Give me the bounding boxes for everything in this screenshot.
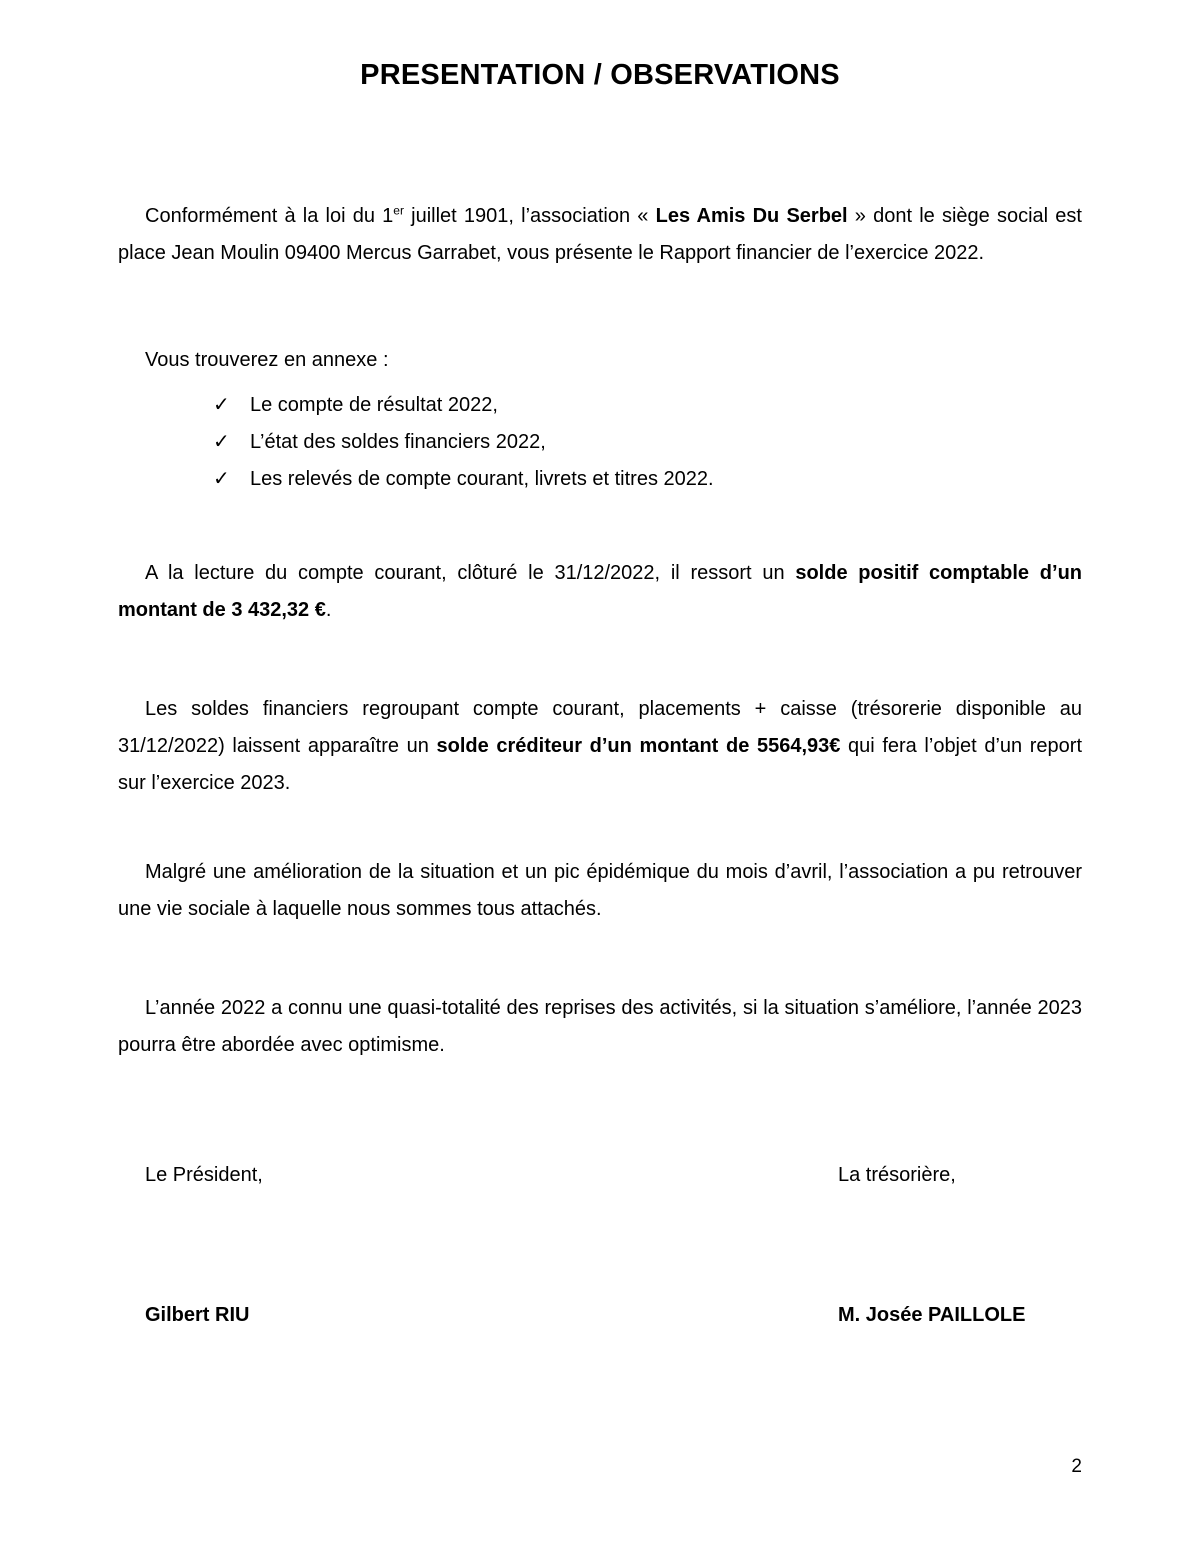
- treasurer-role-label: La trésorière,: [838, 1164, 956, 1186]
- list-item: [118, 387, 1082, 424]
- list-item: [118, 461, 1082, 498]
- checkmark-icon: ✓: [213, 468, 230, 490]
- checkmark-icon: ✓: [213, 394, 230, 416]
- page-title: PRESENTATION / OBSERVATIONS: [360, 59, 840, 91]
- treasurer-name: M. Josée PAILLOLE: [838, 1304, 1026, 1326]
- list-item-label: L’état des soldes financiers 2022,: [250, 431, 546, 453]
- signature-names-row: [118, 1297, 1082, 1334]
- paragraph-soldes-financiers: Les soldes financiers regroupant compte courant, placements + caisse (trésorerie disponible au 31/12/2022) laissent apparaître un solde créditeur d’un montant de 5564,93€ qui fera l’objet d’un report sur l’exercice 2023.: [118, 698, 1083, 794]
- list-item-label: Les relevés de compte courant, livrets et titres 2022.: [250, 468, 714, 490]
- list-item-label: Le compte de résultat 2022,: [250, 394, 498, 416]
- paragraph-compte-courant: A la lecture du compte courant, clôturé le 31/12/2022, il ressort un solde positif comptable d’un montant de 3 432,32 €.: [118, 562, 1083, 621]
- signature-roles-row: [118, 1157, 1082, 1194]
- list-item: [118, 424, 1082, 461]
- president-role-label: Le Président,: [145, 1164, 263, 1186]
- page-number: 2: [1071, 1456, 1082, 1477]
- annex-intro: Vous trouverez en annexe :: [145, 349, 389, 371]
- paragraph-intro-law: Conformément à la loi du 1er juillet 1901, l’association « Les Amis Du Serbel » dont le siège social est place Jean Moulin 09400 Mercus Garrabet, vous présente le Rapport financier de l’exercice 2022.: [118, 203, 1082, 264]
- paragraph-annee-2022: L’année 2022 a connu une quasi-totalité des reprises des activités, si la situation s’améliore, l’année 2023 pourra être abordée avec optimisme.: [118, 997, 1082, 1056]
- annex-checklist: [118, 387, 1082, 498]
- paragraph-situation: Malgré une amélioration de la situation et un pic épidémique du mois d’avril, l’association a pu retrouver une vie sociale à laquelle nous sommes tous attachés.: [118, 861, 1082, 920]
- president-name: Gilbert RIU: [145, 1304, 250, 1326]
- checkmark-icon: ✓: [213, 431, 230, 453]
